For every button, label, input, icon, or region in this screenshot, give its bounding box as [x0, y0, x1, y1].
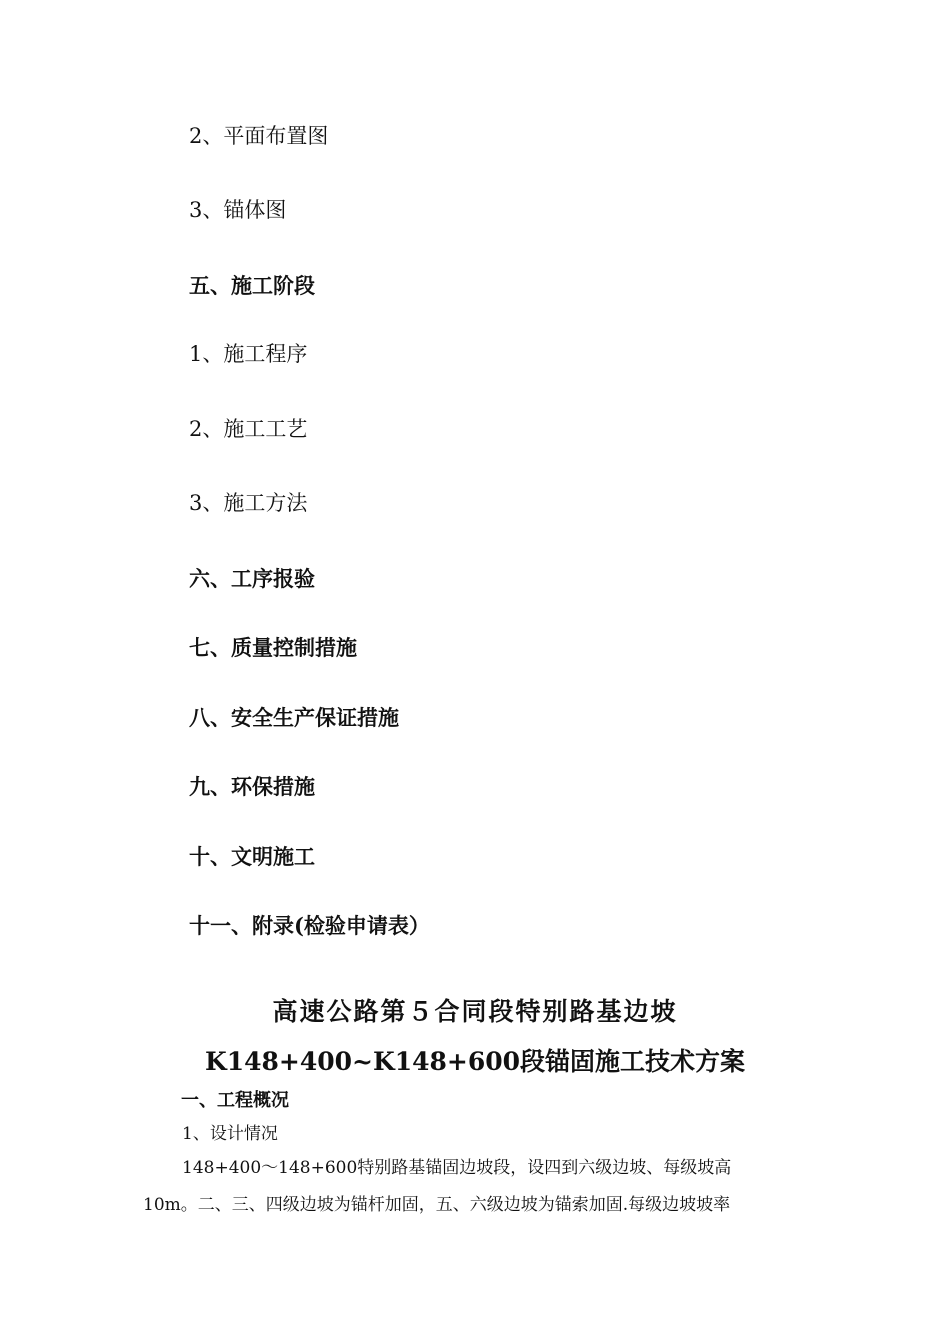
toc-item-safety-measures: 八、安全生产保证措施	[189, 705, 399, 730]
toc-item-construction-method: 3、施工方法	[189, 491, 308, 515]
toc-item-construction-technology: 2、施工工艺	[189, 417, 308, 441]
toc-item-construction-stage: 五、施工阶段	[189, 273, 315, 298]
document-title-line1: 高速公路第５合同段特别路基边坡	[272, 997, 678, 1026]
toc-item-anchor-drawing: 3、锚体图	[189, 198, 287, 222]
section-heading-project-overview: 一、工程概况	[181, 1090, 289, 1111]
toc-item-civilized-construction: 十、文明施工	[189, 844, 315, 869]
document-title-line2: K148+400~K148+600段锚固施工技术方案	[204, 1047, 746, 1076]
paragraph-line-1: 148+400～148+600特别路基锚固边坡段，设四到六级边坡、每级坡高	[182, 1158, 732, 1178]
subsection-design-situation: 1、设计情况	[182, 1124, 278, 1144]
toc-item-quality-control: 七、质量控制措施	[189, 635, 357, 660]
toc-item-environmental-measures: 九、环保措施	[189, 774, 315, 799]
toc-item-process-inspection: 六、工序报验	[189, 566, 315, 591]
paragraph-line-2: 10m。二、三、四级边坡为锚杆加固，五、六级边坡为锚索加固.每级边坡坡率	[143, 1195, 731, 1215]
toc-item-construction-procedure: 1、施工程序	[189, 342, 308, 366]
toc-item-layout-plan: 2、平面布置图	[189, 124, 329, 148]
toc-item-appendix: 十一、附录(检验申请表）	[189, 913, 430, 938]
